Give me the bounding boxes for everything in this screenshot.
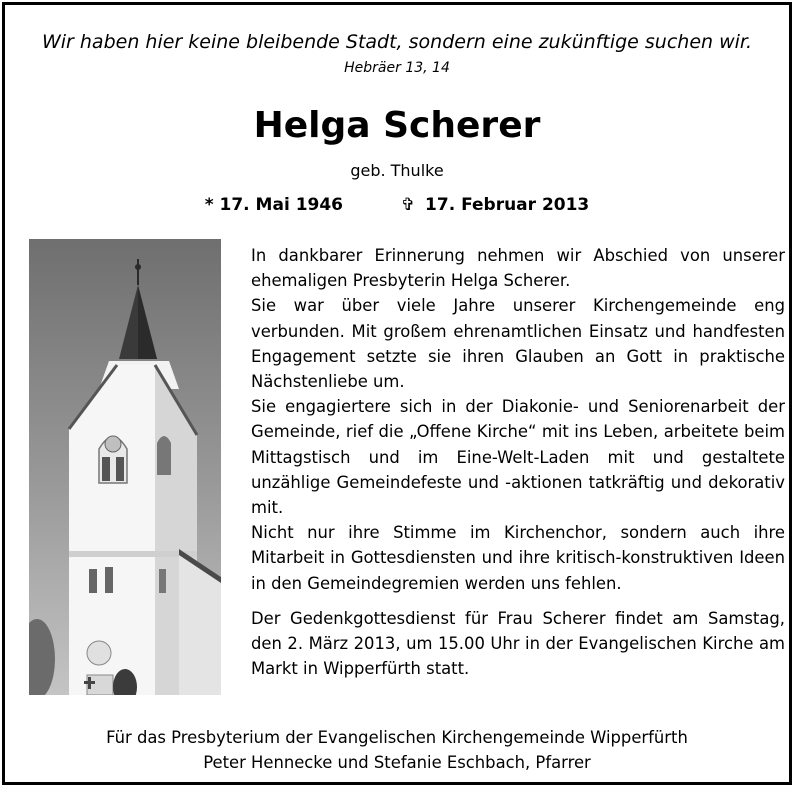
obituary-text — [251, 243, 785, 681]
cross-icon: ✞ — [400, 195, 416, 215]
paragraph-missed: Nicht nur ihre Stimme im Kirchenchor, sondern auch ihre Mitarbeit in Gottesdiensten und ihre kritisch-konstruktiven Ideen in den Gemeindegremien werden uns fehlen. — [251, 523, 785, 593]
bible-quote: Wir haben hier keine bleibende Stadt, sondern eine zukünftige suchen wir. — [41, 31, 753, 53]
death-date: 17. Februar 2013 — [425, 195, 590, 215]
maiden-name: geb. Thulke — [350, 161, 444, 180]
paragraph-remembrance: In dankbarer Erinnerung nehmen wir Abschied von unserer ehemaligen Presbyterin Helga Scherer. — [251, 246, 785, 291]
bible-reference: Hebräer 13, 14 — [344, 60, 450, 76]
paragraph-commitment: Sie war über viele Jahre unserer Kirchengemeinde eng verbunden. Mit großem ehrenamtlichen Einsatz und handfesten Engagement setzte sie ihren Glauben an Gott in praktische Nächstenliebe um. — [251, 296, 785, 392]
signature-names: Peter Hennecke und Stefanie Eschbach, Pfarrer — [203, 753, 591, 772]
birth-date: * 17. Mai 1946 — [204, 195, 344, 215]
paragraph-memorial-service: Der Gedenkgottesdienst für Frau Scherer findet am Samstag, den 2. März 2013, um 15.00 Uhr in der Evangelischen Kirche am Markt in Wipperfürth statt. — [251, 608, 785, 679]
signature-organization: Für das Presbyterium der Evangelischen Kirchengemeinde Wipperfürth — [106, 728, 688, 747]
deceased-name: Helga Scherer — [253, 105, 541, 146]
signature-block — [5, 725, 789, 775]
life-dates — [5, 195, 789, 215]
church-photo — [29, 239, 221, 695]
obituary-frame — [2, 2, 792, 785]
paragraph-engagement: Sie engagiertere sich in der Diakonie- und Seniorenarbeit der Gemeinde, rief die „Offene Kirche“ mit ins Leben, arbeitete beim Mittagstisch und im Eine-Welt-Laden mit und gestaltete unzählige Gemeindefeste und -aktionen tatkräftig und dekorativ mit. — [251, 397, 785, 518]
